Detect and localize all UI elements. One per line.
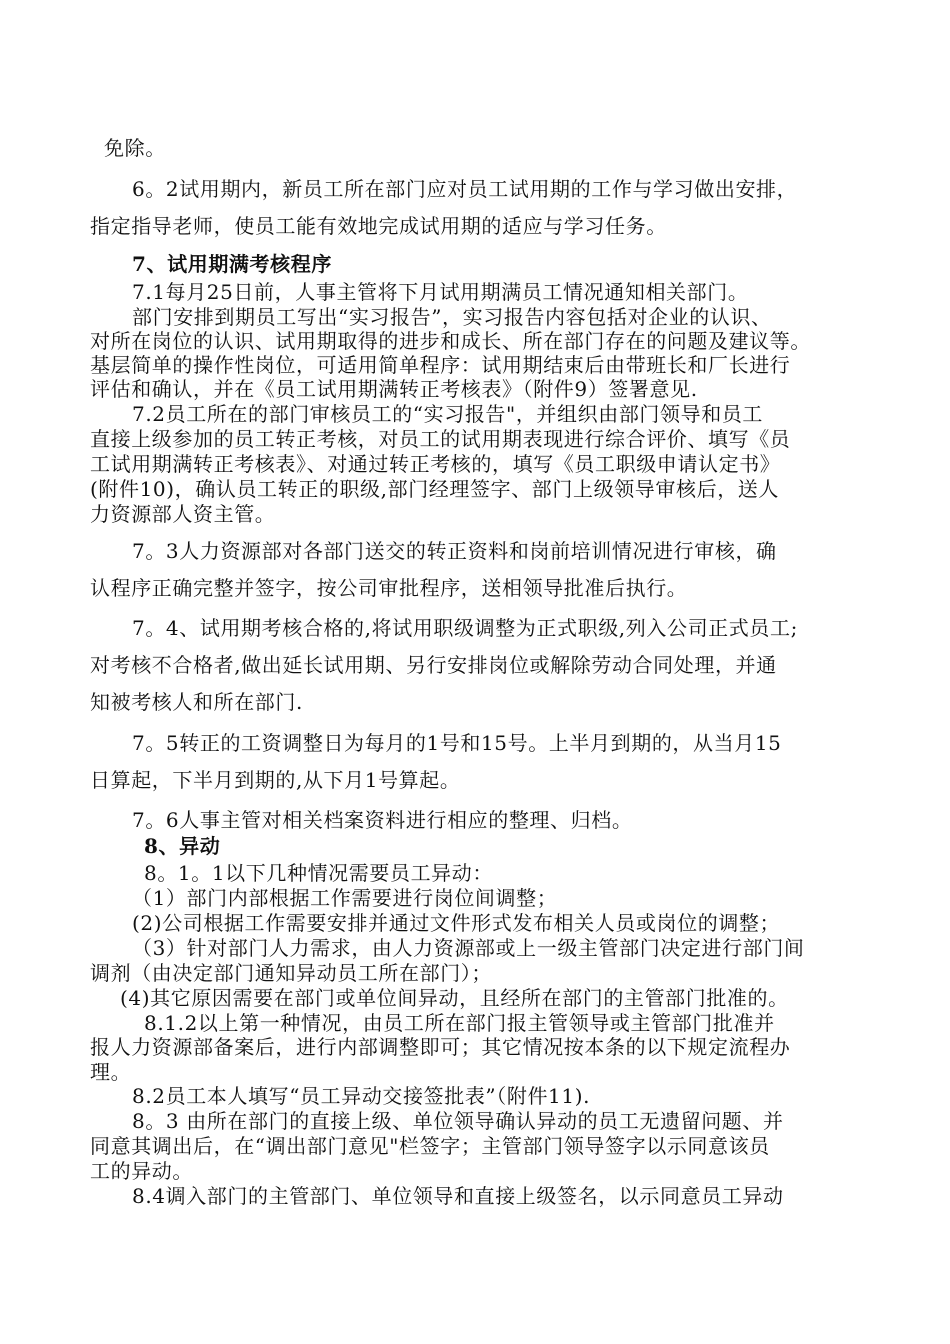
text-line: 力资源部人资主管。 [90, 502, 276, 526]
text-line: 评估和确认，并在《员工试用期满转正考核表》（附件9）签署意见. [90, 377, 698, 401]
text-line: 8。1。1以下几种情况需要员工异动： [144, 861, 493, 885]
text-line: 调剂（由决定部门通知异动员工所在部门）； [90, 961, 492, 985]
text-line: 7。4、试用期考核合格的,将试用职级调整为正式职级,列入公司正式员工; [132, 616, 798, 640]
text-line: 7.1每月25日前，人事主管将下月试用期满员工情况通知相关部门。 [132, 280, 749, 304]
section-heading-7: 7、试用期满考核程序 [132, 252, 332, 276]
text-line: 基层简单的操作性岗位，可适用简单程序：试用期结束后由带班长和厂长进行 [90, 353, 791, 377]
text-line: 认程序正确完整并签字，按公司审批程序，送相领导批准后执行。 [90, 576, 688, 600]
text-line: 7。6人事主管对相关档案资料进行相应的整理、归档。 [132, 808, 633, 832]
text-line: (2)公司根据工作需要安排并通过文件形式发布相关人员或岗位的调整； [132, 911, 781, 935]
text-line: 报人力资源部备案后，进行内部调整即可；其它情况按本条的以下规定流程办 [90, 1035, 791, 1059]
text-line: 8。3 由所在部门的直接上级、单位领导确认异动的员工无遗留问题、并 [132, 1109, 784, 1133]
text-line: (附件10)，确认员工转正的职级,部门经理签字、部门上级领导审核后，送人 [90, 477, 780, 501]
text-line: 工的异动。 [90, 1159, 193, 1183]
text-line: 日算起，下半月到期的,从下月1号算起。 [90, 768, 461, 792]
text-line: 指定指导老师，使员工能有效地完成试用期的适应与学习任务。 [90, 214, 667, 238]
text-line: 8.1.2以上第一种情况，由员工所在部门报主管领导或主管部门批准并 [144, 1011, 775, 1035]
text-line: 免除。 [104, 136, 166, 160]
text-line: 8.2员工本人填写“员工异动交接签批表”（附件11). [132, 1084, 591, 1108]
text-line: 知被考核人和所在部门. [90, 690, 303, 714]
text-line: 理。 [90, 1060, 132, 1084]
text-line: 7。3人力资源部对各部门送交的转正资料和岗前培训情况进行审核，确 [132, 539, 777, 563]
text-line: 对所在岗位的认识、试用期取得的进步和成长、所在部门存在的问题及建议等。 [90, 329, 811, 353]
text-line: 8.4调入部门的主管部门、单位领导和直接上级签名，以示同意员工异动 [132, 1184, 784, 1208]
text-line: 直接上级参加的员工转正考核，对员工的试用期表现进行综合评价、填写《员 [90, 427, 791, 451]
text-line: 部门安排到期员工写出“实习报告”，实习报告内容包括对企业的认识、 [132, 305, 772, 329]
section-heading-8: 8、异动 [144, 834, 221, 858]
text-line: 对考核不合格者,做出延长试用期、另行安排岗位或解除劳动合同处理，并通 [90, 653, 777, 677]
text-line: (4)其它原因需要在部门或单位间异动，且经所在部门的主管部门批准的。 [120, 986, 789, 1010]
text-line: 6。2试用期内，新员工所在部门应对员工试用期的工作与学习做出安排， [132, 177, 798, 201]
text-line: （3）针对部门人力需求，由人力资源部或上一级主管部门决定进行部门间 [132, 936, 805, 960]
text-line: （1）部门内部根据工作需要进行岗位间调整； [132, 886, 558, 910]
text-line: 工试用期满转正考核表》、对通过转正考核的，填写《员工职级申请认定书》 [90, 452, 781, 476]
text-line: 7.2员工所在的部门审核员工的“实习报告"，并组织由部门领导和员工 [132, 402, 764, 426]
text-line: 同意其调出后，在“调出部门意见"栏签字；主管部门领导签字以示同意该员 [90, 1134, 770, 1158]
text-line: 7。5转正的工资调整日为每月的1号和15号。上半月到期的，从当月15 [132, 731, 782, 755]
